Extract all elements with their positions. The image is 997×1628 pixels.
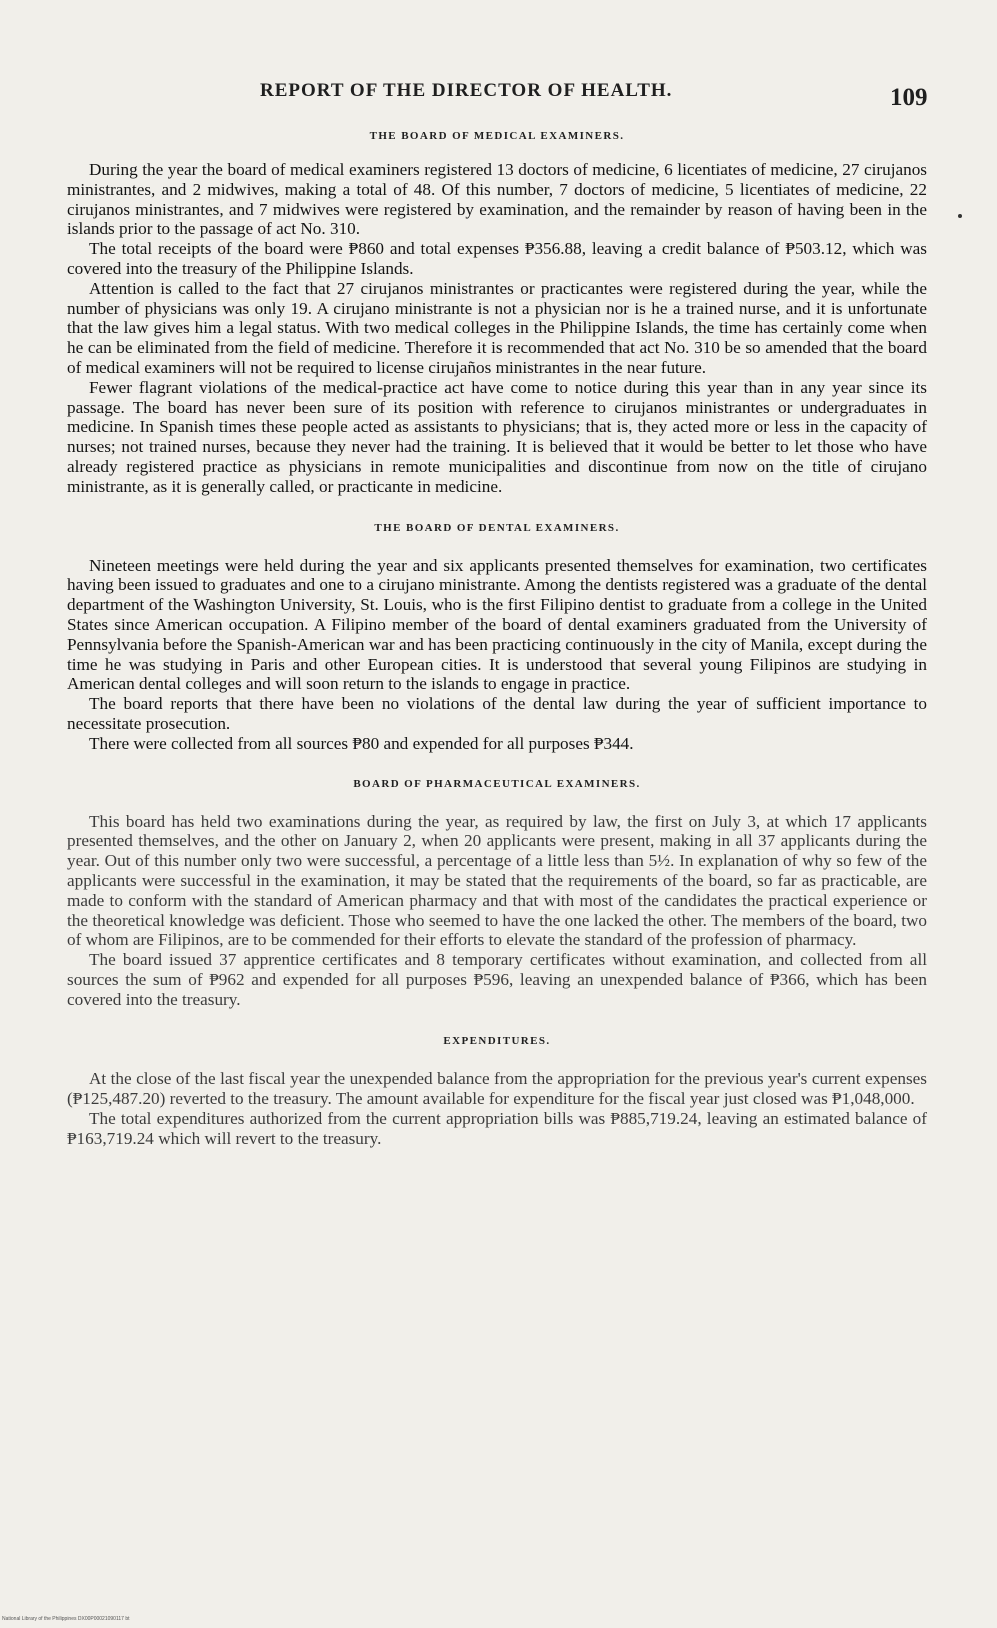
paragraph: The board issued 37 apprentice certificates and 8 temporary certificates without examination, and collected from all sources the sum of ₱962 and expended for all purposes ₱596, leaving an unexpended balance of ₱366, which has been covered into the treasury. (67, 950, 927, 1009)
paragraph: Nineteen meetings were held during the year and six applicants presented themselves for examination, two certificates having been issued to graduates and one to a cirujano ministrante. Among the dentists registered was a graduate of the dental department of the Washington University, St. Louis, who is the first Filipino dentist to graduate from a college in the United States since American occupation. A Filipino member of the board of dental examiners graduated from the University of Pennsylvania before the Spanish-American war and has been practicing continuously in the city of Manila, except during the time he was studying in Paris and other European cities. It is understood that several young Filipinos are studying in American dental colleges and will soon return to the islands to engage in practice. (67, 555, 927, 694)
section-expenditures (67, 1035, 927, 1148)
paragraph: The total receipts of the board were ₱860 and total expenses ₱356.88, leaving a credit balance of ₱503.12, which was covered into the treasury of the Philippine Islands. (67, 239, 927, 278)
page-number: 109 (890, 84, 928, 111)
paragraph: This board has held two examinations during the year, as required by law, the first on July 3, at which 17 applicants presented themselves, and the other on January 2, when 20 applicants were present, making in all 37 applicants during the year. Out of this number only two were successful, a percentage of a little less than 5½. In explanation of why so few of the applicants were successful in the examination, it may be stated that the requirements of the board, so far as practicable, are made to conform with the standard of American pharmacy and that with most of the candidates the practical experience or the theoretical knowledge was deficient. Those who seemed to have the one lacked the other. The members of the board, two of whom are Filipinos, are to be commended for their efforts to elevate the standard of the profession of pharmacy. (67, 811, 927, 950)
paragraph: The total expenditures authorized from the current appropriation bills was ₱885,719.24, leaving an estimated balance of ₱163,719.24 which will revert to the treasury. (67, 1109, 927, 1148)
paragraph: The board reports that there have been no violations of the dental law during the year of sufficient importance to necessitate prosecution. (67, 694, 927, 733)
scan-credit: National Library of the Philippines DX00P00021090117 bt (2, 1616, 130, 1622)
section-dental-examiners (67, 522, 927, 754)
paragraph: Attention is called to the fact that 27 cirujanos ministrantes or practicantes were registered during the year, while the number of physicians was only 19. A cirujano ministrante is not a physician nor is he a trained nurse, and it is unfortunate that the law gives him a legal status. With two medical colleges in the Philippine Islands, the time has certainly come when he can be eliminated from the field of medicine. Therefore it is recommended that act No. 310 be so amended that the board of medical examiners will not be required to license cirujaños ministrantes in the near future. (67, 278, 927, 377)
margin-dot (958, 214, 962, 218)
paragraph: During the year the board of medical examiners registered 13 doctors of medicine, 6 licentiates of medicine, 27 cirujanos ministrantes, and 2 midwives, making a total of 48. Of this number, 7 doctors of medicine, 5 licentiates of medicine, 22 cirujanos ministrantes, and 7 midwives were registered by examination, and the remainder by reason of having been in the islands prior to the passage of act No. 310. (67, 160, 927, 239)
section-heading: EXPENDITURES. (443, 1035, 551, 1048)
paragraph: At the close of the last fiscal year the unexpended balance from the appropriation for the previous year's current expenses (₱125,487.20) reverted to the treasury. The amount available for expenditure for the fiscal year just closed was ₱1,048,000. (67, 1069, 927, 1109)
paragraph: Fewer flagrant violations of the medical-practice act have come to notice during this year than in any year since its passage. The board has never been sure of its position with reference to cirujanos ministrantes or undergraduates in medicine. In Spanish times these people acted as assistants to physicians; that is, they acted more or less in the capacity of nurses; not trained nurses, because they never had the training. It is believed that it would be better to let those who have already registered practice as physicians in remote municipalities and discontinue from now on the title of cirujano ministrante, as it is generally called, or practicante in medicine. (67, 377, 927, 496)
section-medical-examiners (67, 130, 927, 497)
section-heading: THE BOARD OF DENTAL EXAMINERS. (374, 521, 620, 534)
section-heading: THE BOARD OF MEDICAL EXAMINERS. (369, 130, 625, 142)
page-body (67, 130, 927, 1149)
paragraph: There were collected from all sources ₱80 and expended for all purposes ₱344. (89, 733, 634, 753)
running-title: REPORT OF THE DIRECTOR OF HEALTH. (260, 80, 673, 101)
section-heading: BOARD OF PHARMACEUTICAL EXAMINERS. (353, 777, 641, 790)
section-pharmaceutical-examiners (67, 778, 927, 1010)
